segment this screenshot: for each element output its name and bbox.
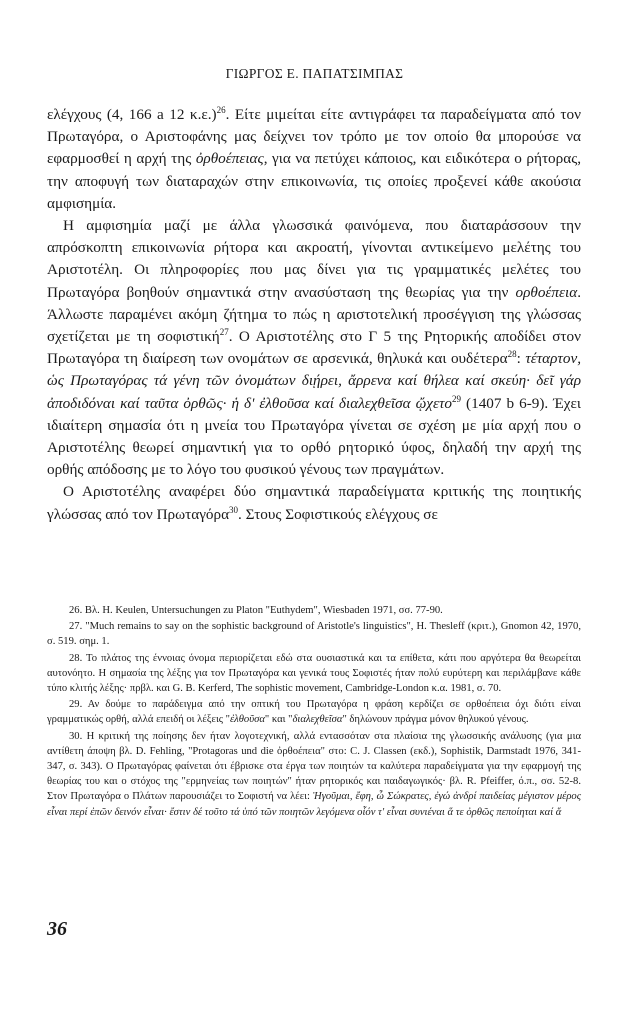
footnote-27: 27. "Much remains to say on the sophistic background of Aristotle's linguistics", H. Thesleff (κριτ.), Gnomon 42, 1970, σ. 519. σημ. 1. bbox=[47, 621, 581, 648]
running-header: ΓΙΩΡΓΟΣ Ε. ΠΑΠΑΤΣΙΜΠΑΣ bbox=[225, 66, 404, 81]
greek-quote: τέταρτον, ὡς Πρωταγόρας τά γένη τῶν ὀνομάτων διῄρει, ἄρρενα καί θήλεα καί σκεύη· δεῖ γάρ ἀποδιδόναι καί ταῦτα ὀρθῶς· ἡ δ' ἐλθοῦσα καί διαλεχθεῖσα ᾤχετο bbox=[47, 350, 581, 412]
text: . Άλλωστε παραμένει ακόμη ζήτημα το πώς η αριστοτελική προσέγγιση της γλώσσας σχετίζεται με τη σοφιστική bbox=[47, 283, 581, 346]
text: " δηλώνουν πράγμα μόνον θηλυκού γένους. bbox=[342, 714, 529, 726]
footnote-28: 28. Το πλάτος της έννοιας όνομα περιορίζεται εδώ στα ουσιαστικά και τα επίθετα, κάτι που αργότερα θα θεωρείται αυτονόητο. Η σημασία της λέξης για τον Πρωταγόρα και γενικά τους Σοφιστές ήταν πολύ ευρύτερη και περιλάμβανε κάθε τύπο κλιτής λέξης· πρβλ. και G. B. Kerferd, The sophistic movement, Cambridge-London κ.α. 1981, σ. 70. bbox=[47, 652, 581, 695]
text: . Ο Αριστοτέλης στο Γ 5 της Ρητορικής αποδίδει στον Πρωταγόρα τη διαίρεση των ονομάτων σε αρσενικά, θηλυκά και ουδέτερα bbox=[47, 328, 581, 368]
paragraph-3 bbox=[47, 481, 581, 525]
footnote-ref-29: 29 bbox=[452, 393, 462, 404]
greek-quote: Ἡγοῦμαι, ἔφη, ὦ Σώκρατες, ἐγώ ἀνδρί παιδείας μέγιστον μέρος εἶναι περί ἐπῶν δεινόν εἶναι· ἔστιν δέ τοῦτο τά ὑπό τῶν ποιητῶν λεγόμενα οἷόν τ' εἶναι συνιέναι ἅ τε ὀρθῶς πεποίηται καί ἅ bbox=[47, 791, 582, 818]
footnote-ref-30: 30 bbox=[229, 504, 239, 515]
footnote-30 bbox=[47, 729, 581, 820]
footnote-ref-27: 27 bbox=[219, 327, 229, 338]
text: Η αμφισημία μαζί με άλλα γλωσσικά φαινόμενα, που διαταράσσουν την απρόσκοπτη επικοινωνία ρήτορα και ακροατή, γίνονται αντικείμενο μελέτης του Αριστοτέλη. Οι πληροφορίες που μας δίνει για τις γραμματικές μελέτες του Πρωταγόρα βοηθούν σημαντικά στην ανασύσταση της θεωρίας για την bbox=[47, 217, 581, 301]
footnote-ref-26: 26 bbox=[216, 105, 226, 115]
paragraph-1 bbox=[47, 104, 581, 215]
text: (1407 b 6-9). Έχει ιδιαίτερη σημασία ότι η μνεία του Πρωταγόρα γίνεται σε σχέση με μία αρχή που ο Αριστοτέλης θεωρεί σημαντική για το ορθό ρητορικό ύφος, δηλαδή την αρχή της ορθής απόδοσης με το λόγο του φυσικού γένους των πραγμάτων. bbox=[47, 394, 581, 479]
page-number: 36 bbox=[47, 918, 67, 940]
emphasis: ὀρθοέπειας bbox=[195, 150, 264, 168]
main-text bbox=[47, 104, 581, 526]
text: " και " bbox=[264, 714, 293, 726]
paragraph-2 bbox=[47, 215, 581, 481]
text: . Είτε μιμείται είτε αντιγράφει τα παραδείγματα από τον Πρωταγόρα, ο Αριστοφάνης μας δείχνει τον τρόπο με τον οποίο θα μπορούσε να εφαρμοσθεί η αρχή της bbox=[47, 106, 581, 168]
emphasis: διαλεχθεῖσα bbox=[292, 714, 343, 726]
text: Ο Αριστοτέλης αναφέρει δύο σημαντικά παραδείγματα κριτικής της ποιητικής γλώσσας από τον Πρωταγόρα bbox=[47, 483, 581, 523]
footnote-29 bbox=[47, 697, 581, 727]
text: . Στους Σοφιστικούς ελέγχους σε bbox=[238, 505, 438, 523]
text: , για να πετύχει κάποιος, και ειδικότερα ο ρήτορας, την αποφυγή των διαταραχών στην επικοινωνία, τις οποίες προξενεί κάθε ακούσια αμφισημία. bbox=[47, 150, 582, 212]
text: ελέγχους (4, 166 a 12 κ.ε.) bbox=[47, 106, 217, 123]
emphasis: ορθοέπεια bbox=[515, 283, 578, 301]
text: : bbox=[516, 350, 526, 368]
footnote-ref-28: 28 bbox=[507, 349, 517, 360]
text: 29. Αν δούμε το παράδειγμα από την οπτική του Πρωταγόρα η φράση κερδίζει σε ορθοέπεια όχι διότι είναι γραμματικώς ορθή, αλλά επειδή οι λέξεις " bbox=[47, 699, 581, 726]
footnotes bbox=[47, 603, 581, 821]
emphasis: ἐλθοῦσα bbox=[229, 714, 265, 726]
text: 30. Η κριτική της ποίησης δεν ήταν λογοτεχνική, αλλά εντασσόταν στα πλαίσια της γλωσσικής ανάλυσης (για μια αντίθετη άποψη βλ. D. Fehling, "Protagoras und die ὀρθοέπεια" στο: C. J. Classen (εκδ.), Sophistik, Darmstadt 1976, 341-347, σ. 343). Ο Πρωταγόρας φαίνεται ότι έβρισκε στα έργα των ποιητών τα καλύτερα παραδείγματα για την εφαρμογή της θεωρίας του και ο στόχος της "ερμηνείας των ποιητών" ήταν ρητορικός και παιδαγωγικός· βλ. R. Pfeiffer, ό.π., σσ. 52-8. Στον Πρωταγόρα ο Πλάτων παρουσιάζει το Σοφιστή να λέει: bbox=[47, 730, 581, 803]
footnote-26: 26. Βλ. H. Keulen, Untersuchungen zu Platon "Euthydem", Wiesbaden 1971, σσ. 77-90. bbox=[69, 605, 443, 616]
